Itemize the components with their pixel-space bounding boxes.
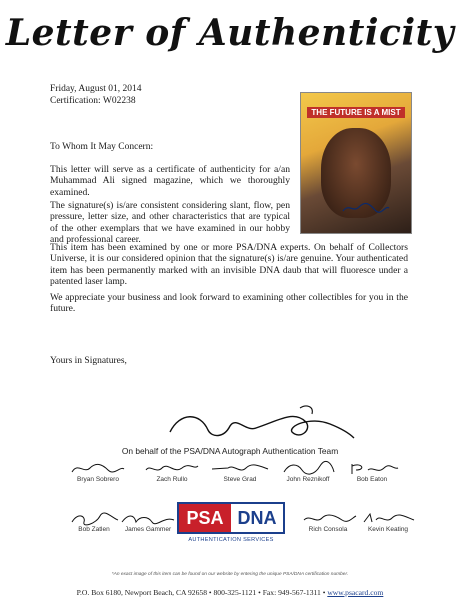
footer-phone: 800-325-1121 (213, 588, 257, 597)
photo-caption: THE FUTURE IS A MIST (307, 107, 405, 118)
disclaimer-text: *An exact image of this item can be found on our website by entering the unique PSA/DNA certification number. (111, 572, 349, 577)
salutation: To Whom It May Concern: (50, 142, 154, 152)
letter-title: Letter of Authenticity (5, 12, 455, 54)
authenticator-name: Bryan Sobrero (77, 476, 119, 483)
authenticator-name: Bob Zatlen (78, 526, 110, 533)
authenticator-name: Rich Consola (308, 526, 348, 533)
signature-block (348, 510, 428, 533)
authenticator-name: Steve Grad (223, 476, 257, 483)
authenticator-name: James Gammer (124, 526, 172, 533)
photo-autograph (341, 201, 391, 218)
letter-date: Friday, August 01, 2014 (50, 84, 142, 94)
signature-block (332, 460, 412, 483)
certification-number: Certification: W02238 (50, 96, 136, 106)
footer-website-link[interactable]: www.psacard.com (327, 588, 384, 597)
logo-psa-text: PSA (179, 504, 231, 532)
paragraph-3: This item has been examined by one or more PSA/DNA experts. On behalf of Collectors Universe, it is our considered opinion that the signature(s) is/are genuine. Your authenticated item has been permanently marked with an invisible DNA daub that will fluoresce under a patented laser lamp. (50, 242, 408, 288)
authenticator-name: Kevin Keating (367, 526, 409, 533)
footer-fax: Fax: 949-567-1311 (262, 588, 321, 597)
signature-block (58, 460, 138, 483)
psa-dna-logo (177, 502, 285, 544)
paragraph-4: We appreciate your business and look forward to examining other collectibles for you in the future. (50, 292, 408, 315)
logo-dna-text: DNA (231, 504, 283, 532)
signature-block (108, 510, 188, 533)
footer-address: P.O. Box 6180, Newport Beach, CA 92658 (76, 588, 207, 597)
on-behalf-statement: On behalf of the PSA/DNA Autograph Authentication Team (121, 446, 339, 456)
paragraph-2: The signature(s) is/are consistent considering slant, flow, pen pressure, letter size, and other characteristics that are typical of the other exemplars that we have examined in our hobby and professional career. (50, 200, 290, 246)
logo-subtitle: AUTHENTICATION SERVICES (188, 537, 274, 543)
item-photo (300, 92, 412, 234)
lead-authenticator-signature (160, 402, 360, 446)
authenticator-name: John Reznikoff (286, 476, 330, 483)
authenticator-name: Zach Rullo (156, 476, 188, 483)
footer-contact: P.O. Box 6180, Newport Beach, CA 92658 • 800-325-1121 • Fax: 949-567-1311 • www.psacard.com (76, 588, 384, 597)
authenticator-name: Bob Eaton (356, 476, 388, 483)
logo-box (177, 502, 285, 534)
paragraph-1: This letter will serve as a certificate of authenticity for a/an Muhammad Ali signed magazine, which we thoroughly examined. (50, 164, 290, 198)
closing: Yours in Signatures, (50, 356, 127, 366)
